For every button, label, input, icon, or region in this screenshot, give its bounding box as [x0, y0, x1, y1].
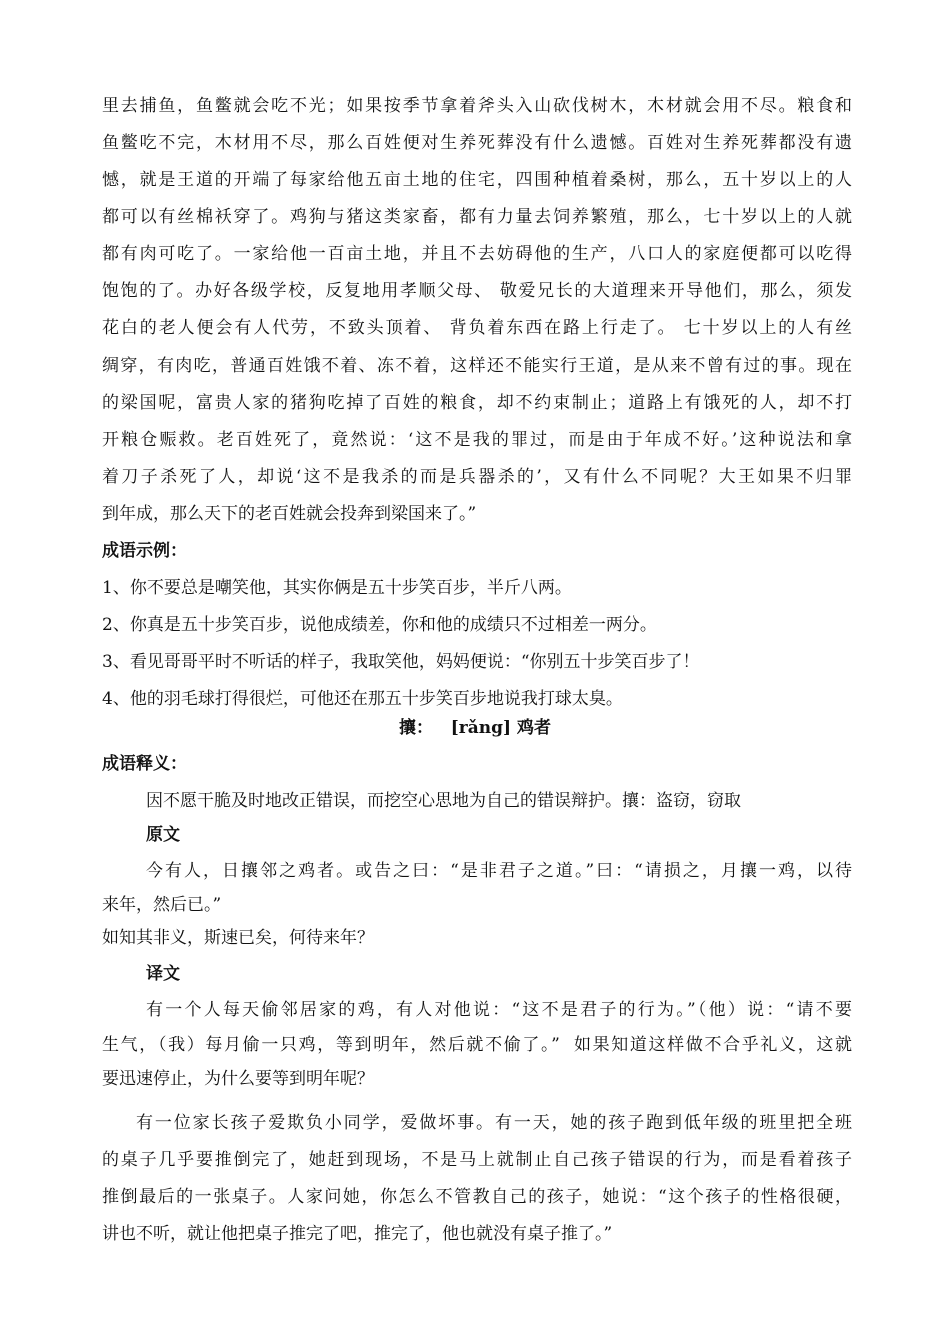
- original-line: 今有人，日攘邻之鸡者。或告之曰：“是非君子之道。”曰：“请损之，月攘一鸡，以待: [146, 861, 852, 881]
- meaning-heading: 成语释义：: [102, 754, 187, 774]
- translation-line: 生气，（我）每月偷一只鸡，等到明年，然后就不偷了。” 如果知道这样做不合乎礼义，这就: [102, 1035, 852, 1055]
- story-line: 都可以有丝棉袄穿了。鸡狗与猪这类家畜，都有力量去饲养繁殖，那么，七十岁以上的人就: [102, 207, 852, 227]
- story-line: 饱饱的了。办好各级学校，反复地用孝顺父母、 敬爱兄长的大道理来开导他们，那么，须发: [102, 281, 852, 301]
- story-line: 里去捕鱼，鱼鳖就会吃不光；如果按季节拿着斧头入山砍伐树木，木材就会用不尽。粮食和: [102, 96, 852, 116]
- example-item: 4、他的羽毛球打得很烂，可他还在那五十步笑百步地说我打球太臭。: [102, 689, 623, 709]
- story-line: 都有肉可吃了。一家给他一百亩土地，并且不去妨碍他的生产，八口人的家庭便都可以吃得: [102, 244, 852, 264]
- story2-line: 讲也不听，就让他把桌子推完了吧，推完了，他也就没有桌子推了。”: [102, 1224, 613, 1244]
- story2-line: 推倒最后的一张桌子。人家问她，你怎么不管教自己的孩子，她说：“这个孩子的性格很硬，: [102, 1187, 852, 1207]
- story2-line: 有一位家长孩子爱欺负小同学，爱做坏事。有一天，她的孩子跑到低年级的班里把全班: [136, 1113, 852, 1133]
- story-line: 鱼鳖吃不完，木材用不尽，那么百姓便对生养死葬没有什么遗憾。百姓对生养死葬都没有遗: [102, 133, 852, 153]
- example-item: 3、看见哥哥平时不听话的样子，我取笑他，妈妈便说：“你别五十步笑百步了！: [102, 652, 700, 672]
- story-line: 着刀子杀死了人，却说‘这不是我杀的而是兵器杀的’，又有什么不同呢？大王如果不归罪: [102, 467, 852, 487]
- story-line: 绸穿，有肉吃，普通百姓饿不着、冻不着，这样还不能实行王道，是从来不曾有过的事。现在: [102, 356, 852, 376]
- story2-line: 的桌子几乎要推倒完了，她赶到现场，不是马上就制止自己孩子错误的行为，而是看着孩子: [102, 1150, 852, 1170]
- story-line: 花白的老人便会有人代劳，不致头顶着、 背负着东西在路上行走了。 七十岁以上的人有丝: [102, 318, 852, 338]
- idiom-title: 攘： [rǎng] 鸡者: [399, 718, 551, 738]
- example-item: 1、你不要总是嘲笑他，其实你俩是五十步笑百步，半斤八两。: [102, 578, 572, 598]
- original-heading: 原文: [146, 825, 180, 845]
- translation-line: 有一个人每天偷邻居家的鸡，有人对他说：“这不是君子的行为。”（他）说：“请不要: [146, 1000, 852, 1020]
- story-line: 开粮仓赈救。老百姓死了，竟然说：‘这不是我的罪过，而是由于年成不好。’这种说法和拿: [102, 430, 852, 450]
- translation-heading: 译文: [146, 964, 180, 984]
- original-line: 来年，然后已。”: [102, 895, 222, 915]
- translation-line: 要迅速停止，为什么要等到明年呢？: [102, 1069, 374, 1089]
- original-line: 如知其非义，斯速已矣，何待来年？: [102, 928, 374, 948]
- story-line: 憾，就是王道的开端了每家给他五亩土地的住宅，四围种植着桑树，那么，五十岁以上的人: [102, 170, 852, 190]
- meaning-text: 因不愿干脆及时地改正错误，而挖空心思地为自己的错误辩护。攘：盗窃，窃取: [146, 791, 741, 811]
- examples-heading: 成语示例：: [102, 541, 187, 561]
- story-line: 到年成，那么天下的老百姓就会投奔到梁国来了。”: [102, 504, 477, 524]
- story-line: 的梁国呢，富贵人家的猪狗吃掉了百姓的粮食，却不约束制止；道路上有饿死的人，却不打: [102, 393, 852, 413]
- example-item: 2、你真是五十步笑百步，说他成绩差，你和他的成绩只不过相差一两分。: [102, 615, 657, 635]
